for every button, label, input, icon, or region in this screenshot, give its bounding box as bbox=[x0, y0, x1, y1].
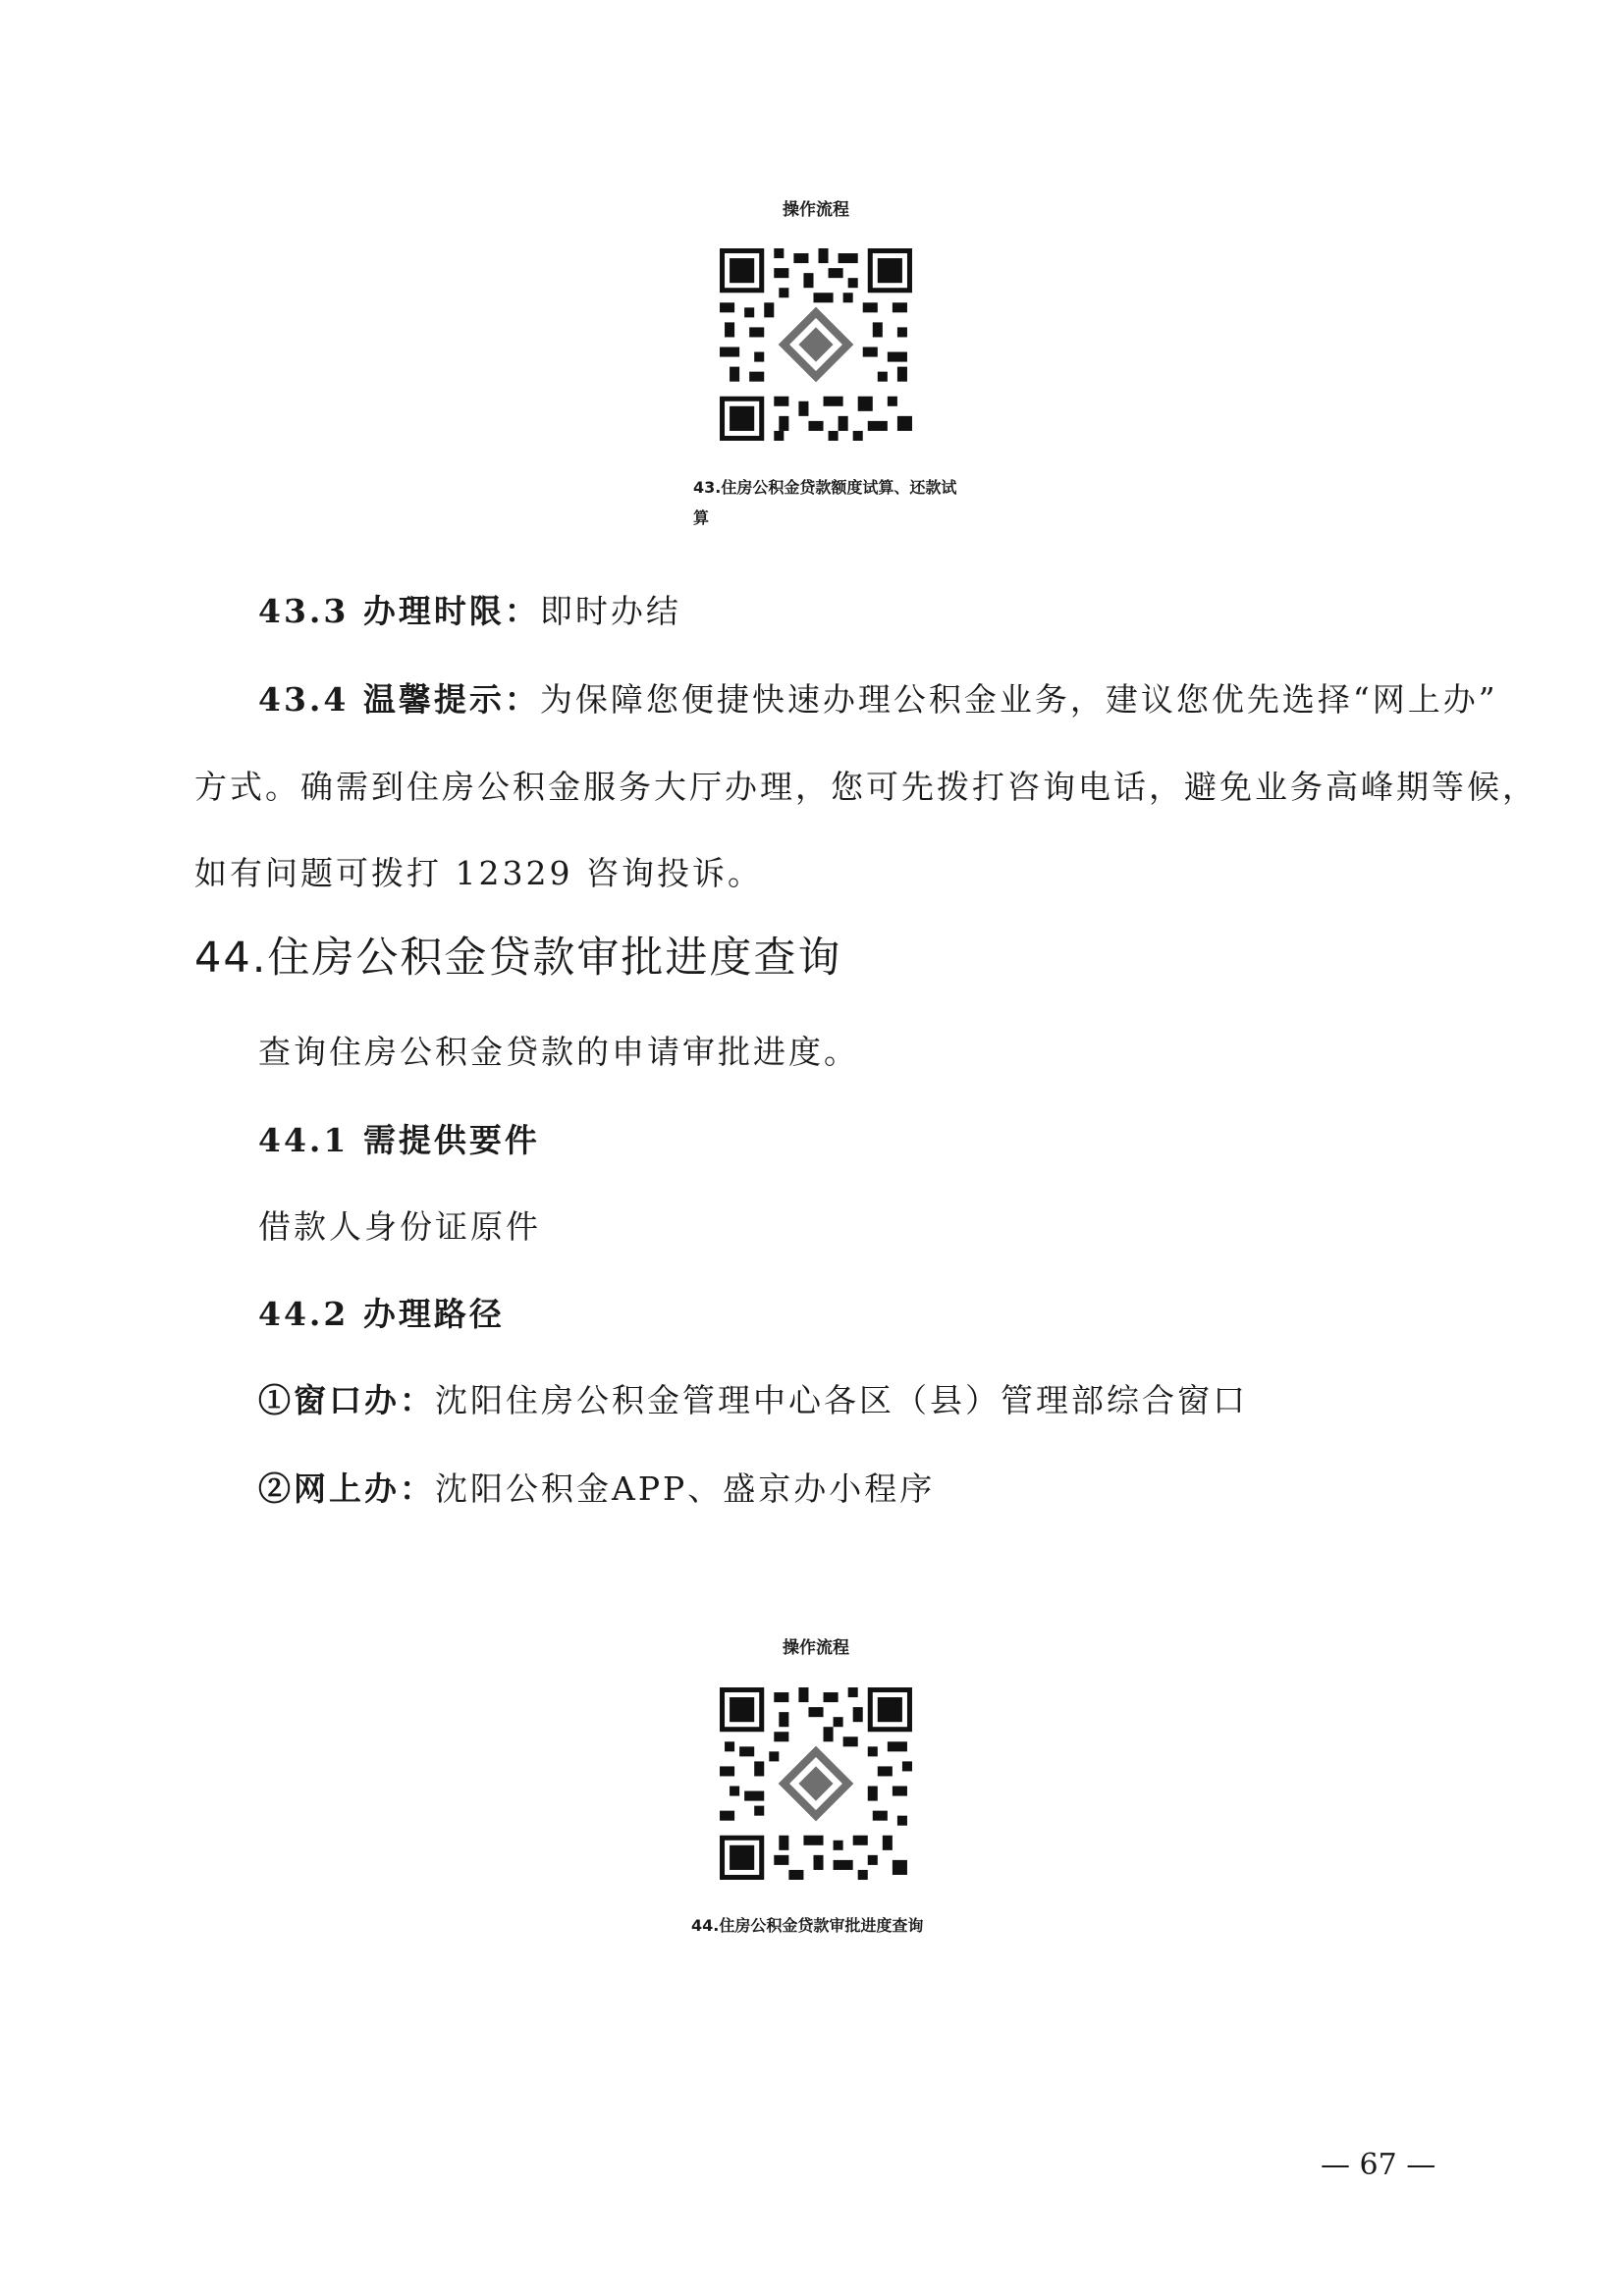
route-online-label: ②网上办： bbox=[258, 1469, 435, 1508]
section-44-1-value: 借款人身份证原件 bbox=[258, 1207, 541, 1246]
section-43-4-label: 43.4 温馨提示： bbox=[258, 680, 540, 719]
route-online bbox=[258, 1469, 936, 1508]
qr-code-icon bbox=[715, 243, 917, 446]
route-window-label: ①窗口办： bbox=[258, 1381, 435, 1419]
qr1-heading: 操作流程 bbox=[783, 200, 849, 220]
qr1-caption: 43.住房公积金贷款额度试算、还款试算 bbox=[693, 478, 957, 527]
route-online-value: 沈阳公积金APP、盛京办小程序 bbox=[435, 1469, 936, 1508]
page-number: — 67 — bbox=[1321, 2148, 1436, 2182]
qr2-heading: 操作流程 bbox=[783, 1638, 849, 1658]
section-44-1-label: 44.1 需提供要件 bbox=[258, 1121, 540, 1159]
section-43-3 bbox=[258, 592, 681, 630]
section-44-2-label: 44.2 办理路径 bbox=[258, 1295, 505, 1333]
qr-code-icon bbox=[715, 1682, 917, 1885]
section-43-3-value: 即时办结 bbox=[539, 592, 681, 630]
section-43-4-text1: 为保障您便捷快速办理公积金业务，建议您优先选择“网上办” bbox=[539, 680, 1498, 719]
section-44-intro: 查询住房公积金贷款的申请审批进度。 bbox=[258, 1033, 859, 1071]
section-44-title: 44.住房公积金贷款审批进度查询 bbox=[194, 934, 842, 983]
route-window bbox=[258, 1381, 1248, 1419]
section-43-4-line1 bbox=[258, 680, 1498, 719]
section-43-3-label: 43.3 办理时限： bbox=[258, 592, 540, 630]
qr2-caption: 44.住房公积金贷款审批进度查询 bbox=[691, 1916, 924, 1935]
section-43-4-line2: 方式。确需到住房公积金服务大厅办理，您可先拨打咨询电话，避免业务高峰期等候， bbox=[194, 768, 1538, 806]
route-window-value: 沈阳住房公积金管理中心各区（县）管理部综合窗口 bbox=[435, 1381, 1248, 1419]
section-43-4-line3: 如有问题可拨打 12329 咨询投诉。 bbox=[194, 854, 763, 892]
